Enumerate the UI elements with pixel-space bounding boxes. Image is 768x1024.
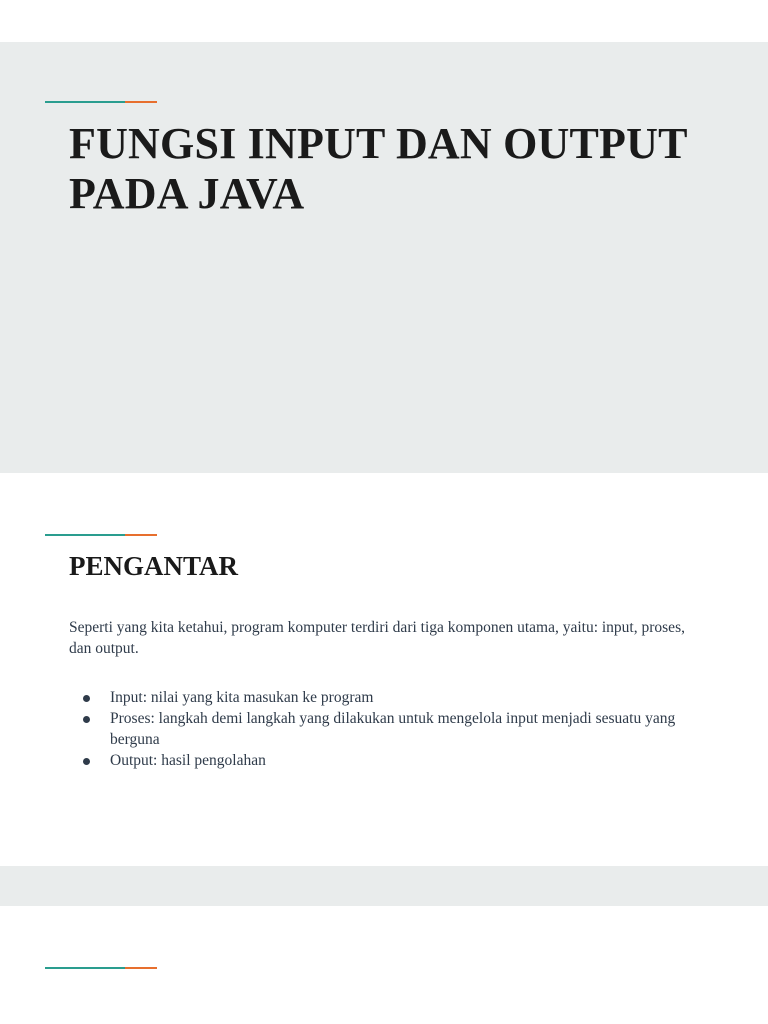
accent-teal-segment [45,101,125,103]
bullet-dot-icon [83,716,90,723]
bullet-list [69,687,709,771]
slide-title-line-1: FUNGSI INPUT DAN OUTPUT [69,119,688,168]
next-slide-accent-line [45,967,157,969]
intro-paragraph: Seperti yang kita ketahui, program komputer terdiri dari tiga komponen utama, yaitu: input, proses, dan output. [69,619,685,657]
bullet-dot-icon [83,695,90,702]
section-accent-line [45,534,157,536]
accent-teal-segment [45,534,125,536]
slide-title-line-2: PADA JAVA [69,169,305,218]
list-item [69,708,709,750]
list-item [69,750,709,771]
title-accent-line [45,101,157,103]
title-slide [0,42,768,473]
accent-teal-segment [45,967,125,969]
section-heading: PENGANTAR [69,551,239,581]
list-item-text: Input: nilai yang kita masukan ke program [110,689,374,706]
accent-orange-segment [125,534,157,536]
accent-orange-segment [125,101,157,103]
accent-orange-segment [125,967,157,969]
list-item [69,687,709,708]
next-slide-band [0,866,768,906]
list-item-text: Output: hasil pengolahan [110,752,266,769]
bullet-dot-icon [83,758,90,765]
list-item-text: Proses: langkah demi langkah yang dilakukan untuk mengelola input menjadi sesuatu yang berguna [110,710,676,748]
slide-title [69,119,729,219]
